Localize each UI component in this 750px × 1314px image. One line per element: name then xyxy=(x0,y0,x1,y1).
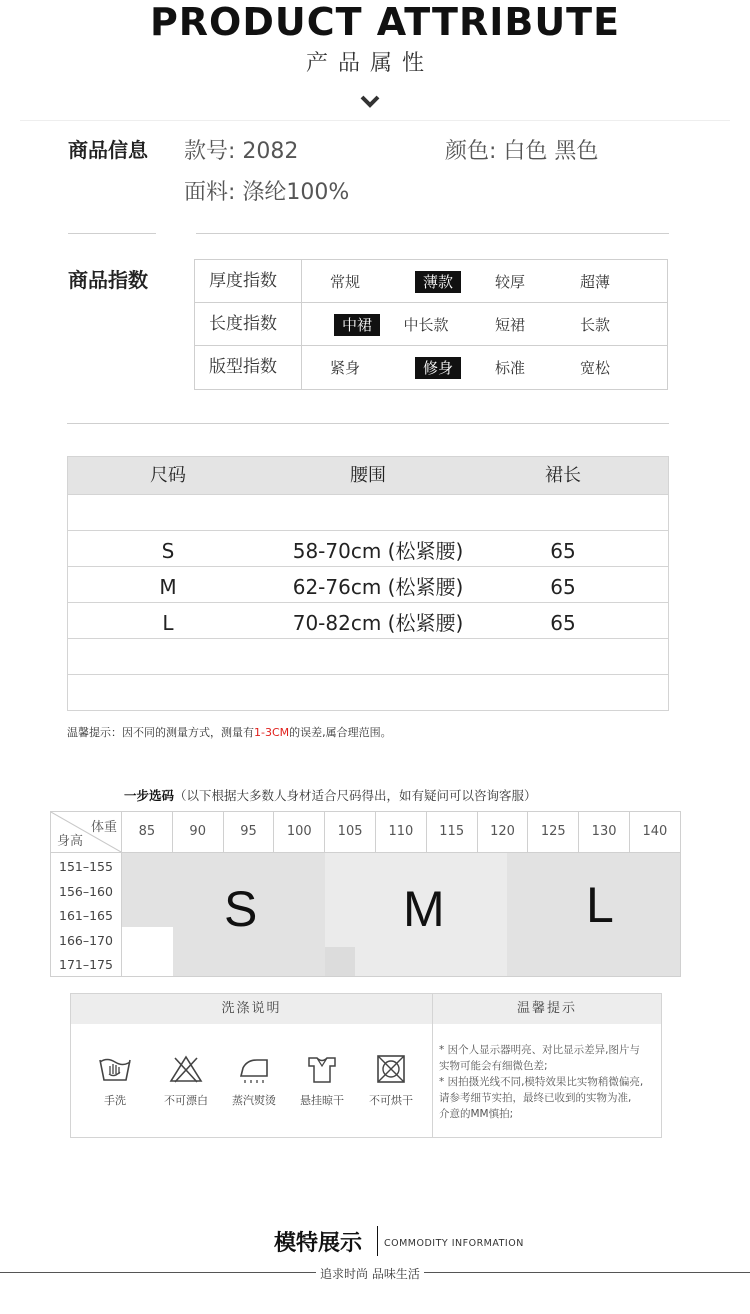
footer-slogan: 追求时尚 品味生活 xyxy=(316,1265,424,1282)
size-cell: L xyxy=(162,611,174,635)
height-label: 166–170 xyxy=(59,932,113,948)
tip-text-end: 的误差,属合理范围。 xyxy=(289,726,392,739)
index-option: 常规 xyxy=(329,273,360,291)
index-option-selected: 中裙 xyxy=(334,314,380,336)
zone-m-fill xyxy=(325,947,355,976)
index-option: 宽松 xyxy=(579,359,610,377)
weight-header: 95 xyxy=(223,812,274,852)
divider xyxy=(196,233,669,234)
care-tip-line: * 因拍摄光线不同,模特效果比实物稍微偏亮, xyxy=(439,1076,644,1088)
size-table-header xyxy=(68,457,668,494)
care-label: 悬挂晾干 xyxy=(300,1094,344,1107)
no-tumble-dry-icon xyxy=(374,1054,408,1084)
index-option-selected: 修身 xyxy=(415,357,461,379)
product-index-table xyxy=(194,259,668,390)
care-tip-line: 实物可能会有细微色差; xyxy=(439,1060,548,1072)
fabric-value: 面料: 涤纶100% xyxy=(184,180,350,205)
care-item xyxy=(85,1054,145,1108)
height-label: 151–155 xyxy=(59,859,113,874)
weight-header: 90 xyxy=(172,812,223,852)
care-label: 手洗 xyxy=(104,1094,126,1107)
care-item xyxy=(292,1054,352,1108)
table-row xyxy=(68,674,668,710)
tip-highlight: 1-3CM xyxy=(254,726,290,739)
care-tip-line: 介意的MM慎拍; xyxy=(439,1108,514,1120)
index-row-label: 版型指数 xyxy=(195,346,302,389)
care-item xyxy=(361,1054,421,1108)
no-bleach-icon xyxy=(169,1054,203,1084)
index-option: 中长款 xyxy=(403,316,449,334)
size-guide-title-note: （以下根据大多数人身材适合尺码得出，如有疑问可以咨询客服） xyxy=(174,788,537,803)
weight-header: 140 xyxy=(629,812,680,852)
waist-cell: 62-76cm (松紧腰) xyxy=(292,575,464,599)
care-tip-line: 请参考细节实拍，最终已收到的实物为准, xyxy=(439,1092,632,1104)
box-divider xyxy=(432,994,433,1137)
weight-header: 130 xyxy=(578,812,629,852)
tip-text: 温馨提示：因不同的测量方式，测量有 xyxy=(67,726,254,739)
size-cell: S xyxy=(161,539,175,563)
index-row-label: 长度指数 xyxy=(195,303,302,345)
care-item xyxy=(224,1054,284,1108)
waist-cell: 58-70cm (松紧腰) xyxy=(292,539,464,563)
corner-height: 身高 xyxy=(57,834,84,849)
index-row-label: 厚度指数 xyxy=(195,260,302,302)
header-length: 裙长 xyxy=(545,465,581,486)
index-row xyxy=(195,346,667,389)
weight-header: 120 xyxy=(477,812,528,852)
weight-header: 115 xyxy=(426,812,477,852)
size-guide-grid xyxy=(50,811,681,977)
length-cell: 65 xyxy=(550,611,576,635)
index-option: 标准 xyxy=(494,359,525,377)
height-label: 156–160 xyxy=(59,883,113,899)
size-guide-title-bold: 一步选码 xyxy=(124,788,175,803)
page-title: PRODUCT ATTRIBUTE xyxy=(149,0,621,44)
table-row xyxy=(68,602,668,638)
zone-label-l: L xyxy=(586,877,614,933)
care-item xyxy=(156,1054,216,1108)
hang-dry-icon xyxy=(305,1054,339,1084)
weight-header: 125 xyxy=(527,812,578,852)
care-box xyxy=(70,993,662,1138)
divider xyxy=(68,233,156,234)
header-waist: 腰围 xyxy=(350,465,386,486)
model-section-english: COMMODITY INFORMATION xyxy=(384,1238,524,1249)
zone-label-m: M xyxy=(403,881,445,937)
index-option: 较厚 xyxy=(494,273,525,291)
model-section-title: 模特展示 xyxy=(274,1231,363,1256)
measurement-tip xyxy=(67,724,392,740)
color-value: 颜色: 白色 黑色 xyxy=(445,139,599,164)
chevron-down-icon xyxy=(357,88,383,114)
waist-cell: 70-82cm (松紧腰) xyxy=(292,611,464,635)
footer-separator xyxy=(377,1226,378,1256)
table-row xyxy=(68,638,668,674)
size-cell: M xyxy=(159,575,177,599)
care-label: 不可烘干 xyxy=(369,1094,413,1107)
product-info-label: 商品信息 xyxy=(68,138,148,162)
corner-weight: 体重 xyxy=(91,820,118,835)
index-option: 长款 xyxy=(579,316,610,334)
care-label: 不可漂白 xyxy=(164,1094,208,1107)
header-size: 尺码 xyxy=(150,465,186,486)
header-divider xyxy=(20,120,730,121)
zone-label-s: S xyxy=(224,881,258,937)
length-cell: 65 xyxy=(550,575,576,599)
size-table xyxy=(67,456,669,711)
weight-header: 85 xyxy=(121,812,172,852)
style-number: 款号: 2082 xyxy=(184,139,299,164)
table-row xyxy=(68,530,668,566)
weight-header: 100 xyxy=(273,812,324,852)
index-option: 短裙 xyxy=(494,316,525,334)
weight-header: 105 xyxy=(324,812,375,852)
divider xyxy=(67,423,669,424)
care-tip-line: * 因个人显示器明亮、对比显示差异,图片与 xyxy=(439,1044,640,1056)
page-subtitle: 产品属性 xyxy=(305,51,434,76)
hand-wash-icon xyxy=(98,1054,132,1084)
index-option: 紧身 xyxy=(329,359,360,377)
index-row xyxy=(195,303,667,346)
height-label: 171–175 xyxy=(59,957,113,972)
product-index-label: 商品指数 xyxy=(68,268,148,292)
table-row xyxy=(68,494,668,530)
wash-title: 洗涤说明 xyxy=(71,994,432,1024)
index-option: 超薄 xyxy=(579,273,610,291)
weight-header: 110 xyxy=(375,812,426,852)
care-label: 蒸汽熨烫 xyxy=(232,1094,276,1107)
index-row xyxy=(195,260,667,303)
size-guide-title xyxy=(124,786,537,804)
index-option-selected: 薄款 xyxy=(415,271,461,293)
height-label: 161–165 xyxy=(59,908,113,923)
steam-iron-icon xyxy=(237,1054,271,1084)
length-cell: 65 xyxy=(550,539,576,563)
tips-title: 温馨提示 xyxy=(433,994,661,1024)
table-row xyxy=(68,566,668,602)
